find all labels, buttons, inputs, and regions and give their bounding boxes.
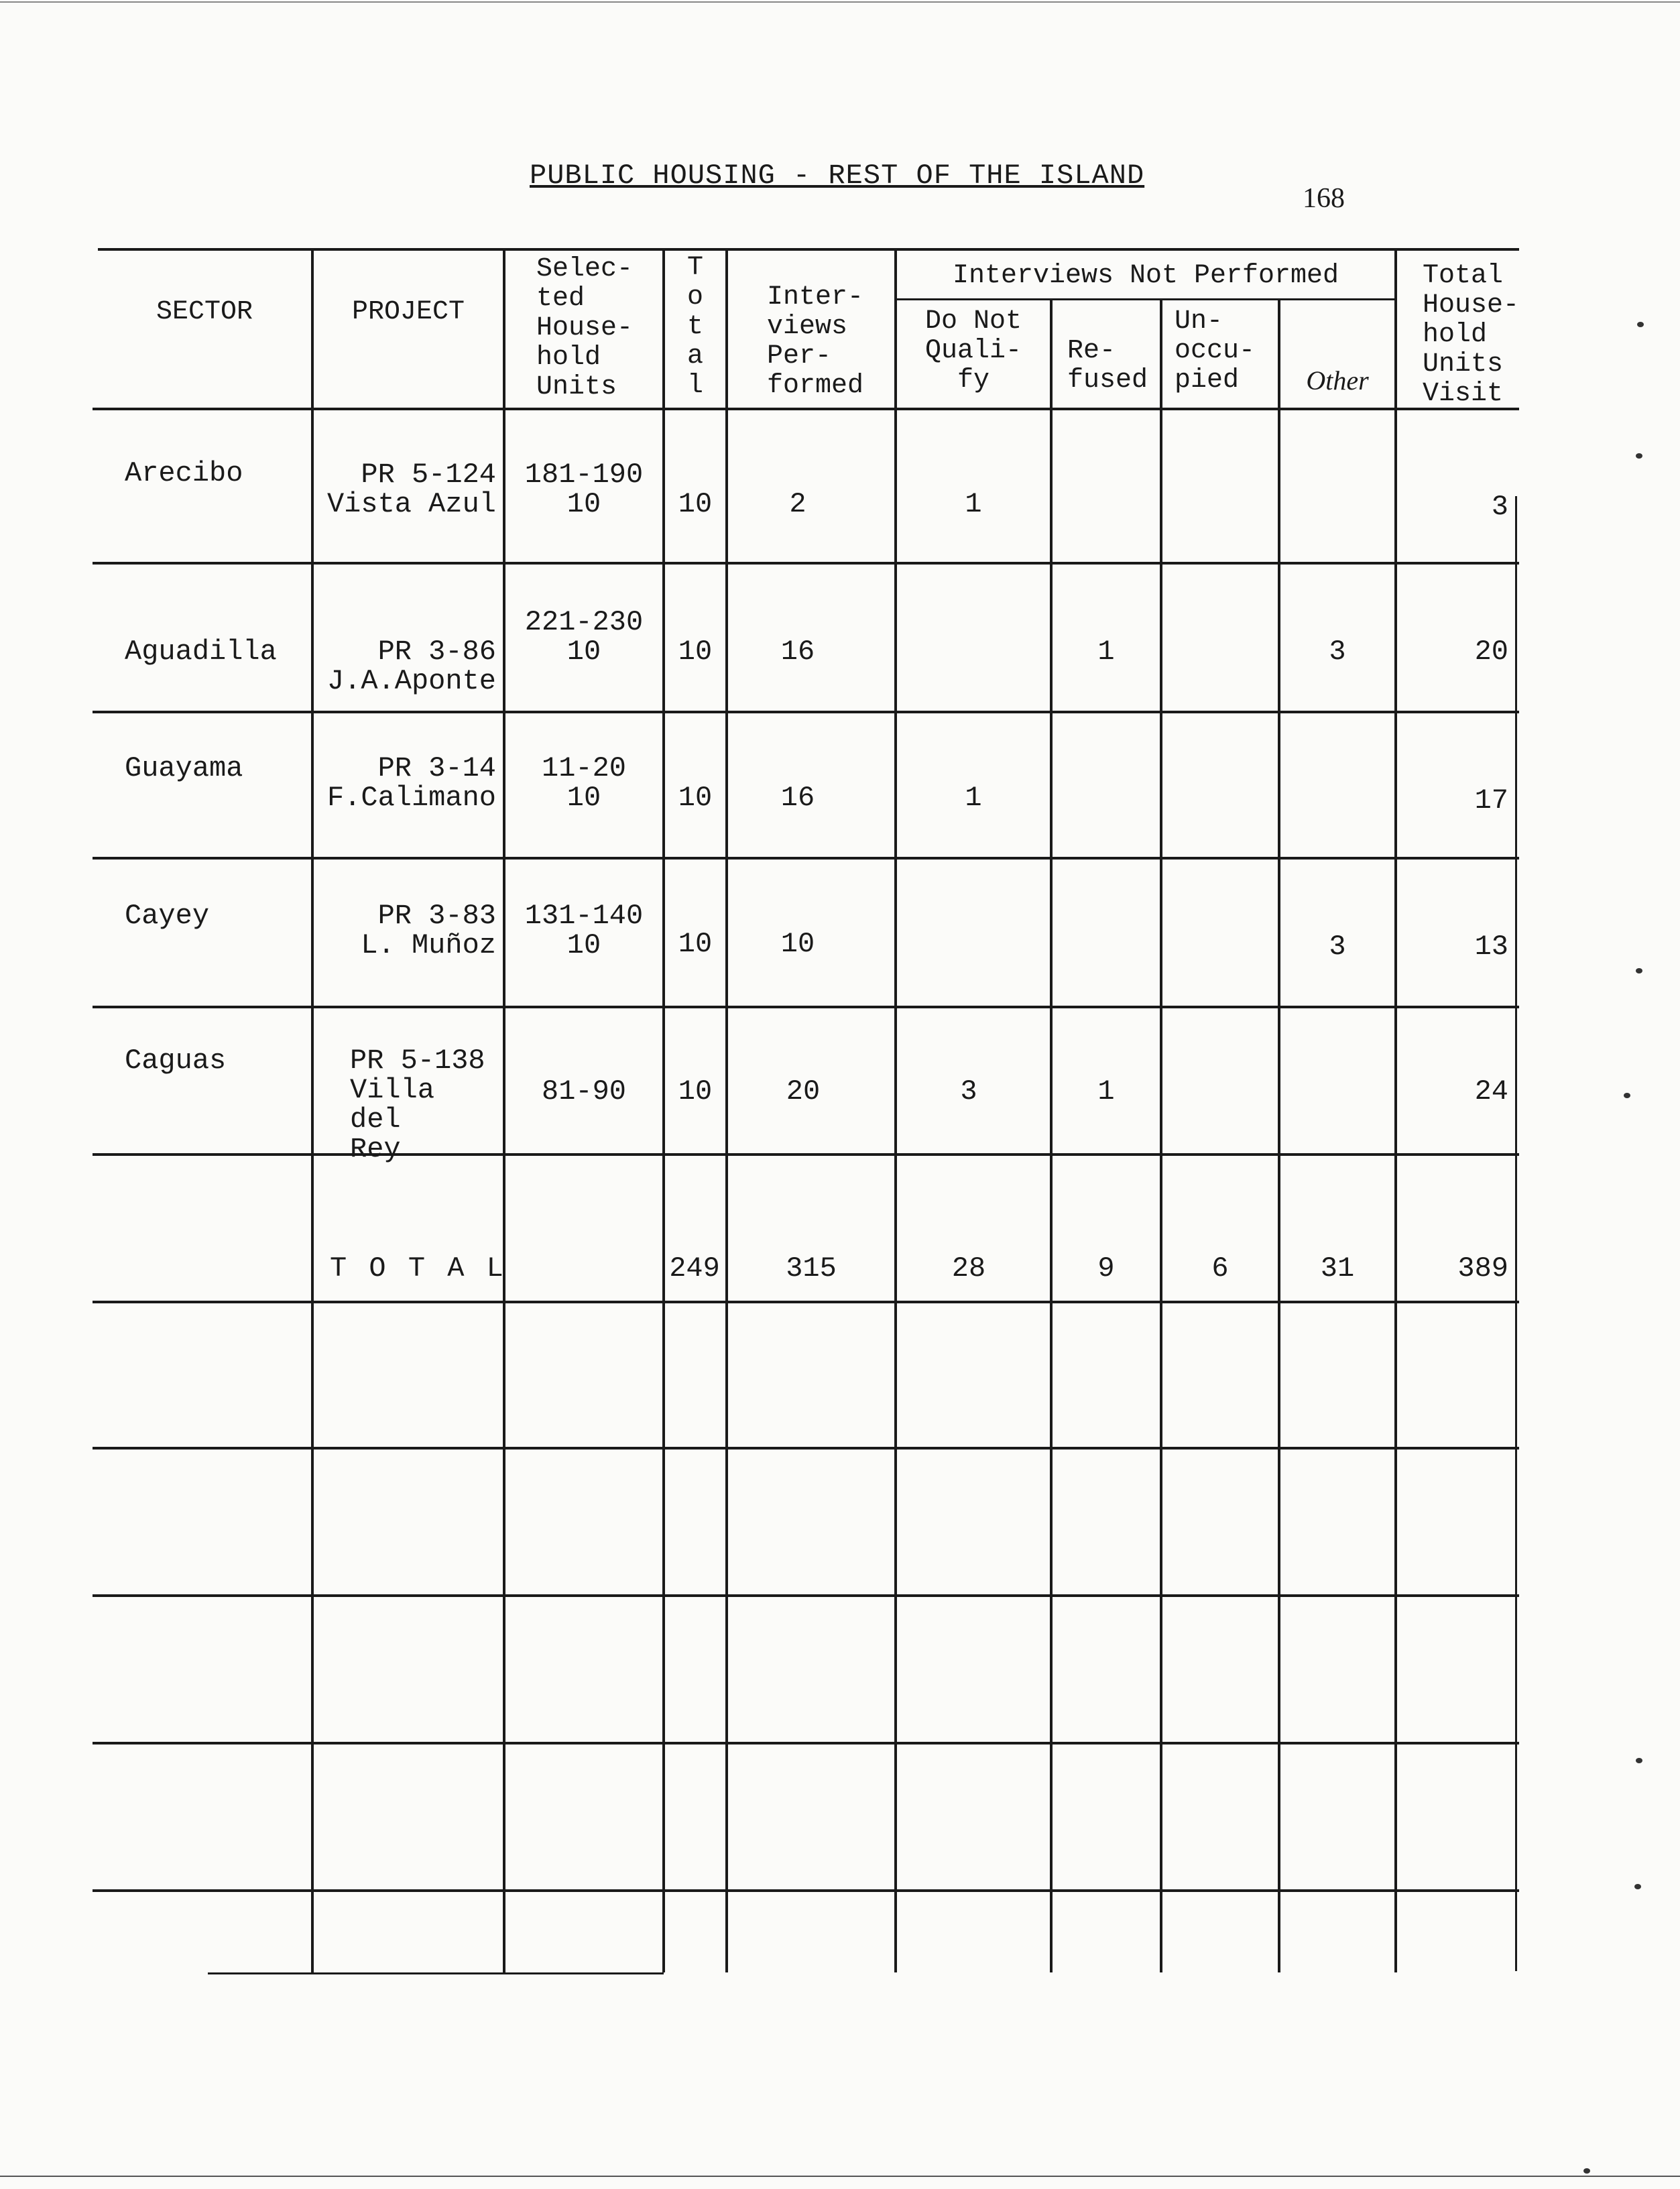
table-rule-blank1 (93, 1447, 1519, 1450)
cell-sector: Guayama (125, 752, 243, 784)
table-rule-subheader (897, 298, 1397, 300)
table-rule-blank3 (93, 1742, 1519, 1744)
header-refused: Re- fused (1067, 336, 1148, 396)
cell-selected-units: 11-20 10 (541, 752, 627, 814)
cell-other: 3 (1329, 931, 1346, 963)
cell-visited: 17 (1474, 784, 1508, 817)
scan-speck (1634, 1884, 1641, 1889)
table-rule-blank2 (93, 1594, 1519, 1597)
header-unoccupied: Un- occu- pied (1175, 306, 1256, 396)
col-rule-unoccupied-other (1278, 298, 1280, 1972)
page-title: PUBLIC HOUSING - REST OF THE ISLAND (530, 160, 1145, 192)
scan-speck (1637, 322, 1644, 327)
total-total: 249 (669, 1252, 720, 1285)
cell-do-not-qualify: 3 (960, 1075, 977, 1108)
total-unoccupied: 6 (1211, 1252, 1229, 1285)
cell-total: 10 (678, 488, 713, 520)
table-rule-row5 (93, 1153, 1519, 1156)
cell-sector: Aguadilla (125, 636, 277, 668)
header-not-performed-group: Interviews Not Performed (952, 261, 1339, 291)
scan-speck (1636, 1758, 1642, 1763)
col-rule-right-edge (1515, 496, 1517, 1971)
header-sector: SECTOR (156, 297, 253, 327)
header-interviews-performed: Inter- views Per- formed (767, 282, 864, 401)
scan-bottom-edge (0, 2176, 1680, 2177)
cell-selected-units: 131-140 10 (524, 900, 644, 961)
cell-project: PR 5-138 Villa del Rey (350, 1045, 485, 1165)
page-number: 168 (1303, 183, 1345, 214)
cell-project: PR 3-83 L. Muñoz (361, 900, 496, 961)
scan-top-edge (0, 1, 1680, 3)
cell-project: PR 3-14 F.Calimano (326, 752, 496, 814)
cell-do-not-qualify: 1 (965, 782, 982, 814)
cell-visited: 24 (1474, 1075, 1508, 1108)
cell-performed: 10 (780, 928, 815, 960)
table-rule-row1 (93, 562, 1519, 565)
header-do-not-qualify: Do Not Quali- fy (924, 306, 1022, 396)
cell-refused: 1 (1097, 636, 1115, 668)
cell-total: 10 (678, 1075, 713, 1108)
table-rule-row4 (93, 1006, 1519, 1008)
cell-sector: Arecibo (125, 457, 243, 489)
cell-visited: 13 (1474, 931, 1508, 963)
cell-project: PR 5-124 Vista Azul (326, 459, 496, 520)
table-rule-blank4 (93, 1889, 1519, 1892)
cell-selected-units: 221-230 10 (524, 606, 644, 668)
total-visited: 389 (1457, 1252, 1508, 1285)
scan-speck (1583, 2168, 1590, 2174)
cell-selected-units: 81-90 (541, 1075, 627, 1108)
header-total-visited: Total House- hold Units Visit (1423, 261, 1520, 409)
cell-total: 10 (678, 782, 713, 814)
scan-speck (1624, 1093, 1630, 1098)
cell-refused: 1 (1097, 1075, 1115, 1108)
cell-visited: 3 (1491, 491, 1508, 523)
header-total: T o t a l (686, 253, 703, 401)
cell-performed: 2 (789, 488, 806, 520)
total-refused: 9 (1097, 1252, 1115, 1285)
table-rule-total (93, 1301, 1519, 1303)
table-rule-bottom (208, 1972, 664, 1974)
header-project: PROJECT (351, 297, 465, 327)
total-do-not-qualify: 28 (951, 1252, 986, 1285)
total-label: T O T A L (330, 1252, 506, 1285)
cell-project: PR 3-86 J.A.Aponte (326, 636, 496, 697)
table-rule-row2 (93, 711, 1519, 713)
cell-total: 10 (678, 636, 713, 668)
table-rule-header-bottom (93, 408, 1519, 410)
table-rule-row3 (93, 857, 1519, 860)
cell-performed: 16 (780, 782, 815, 814)
col-rule-dnq-refused (1050, 298, 1053, 1972)
cell-performed: 20 (786, 1075, 821, 1108)
total-other: 31 (1320, 1252, 1355, 1285)
col-rule-refused-unoccupied (1160, 298, 1162, 1972)
cell-visited: 20 (1474, 636, 1508, 668)
header-other: Other (1306, 365, 1369, 396)
cell-selected-units: 181-190 10 (524, 459, 644, 520)
total-performed: 315 (786, 1252, 837, 1285)
cell-other: 3 (1329, 636, 1346, 668)
cell-performed: 16 (780, 636, 815, 668)
scan-speck (1636, 968, 1642, 973)
cell-sector: Cayey (125, 900, 210, 932)
scan-speck (1636, 453, 1642, 459)
header-selected-units: Selec- ted House- hold Units (536, 254, 634, 402)
cell-total: 10 (678, 928, 713, 960)
cell-sector: Caguas (125, 1045, 227, 1077)
cell-do-not-qualify: 1 (965, 488, 982, 520)
